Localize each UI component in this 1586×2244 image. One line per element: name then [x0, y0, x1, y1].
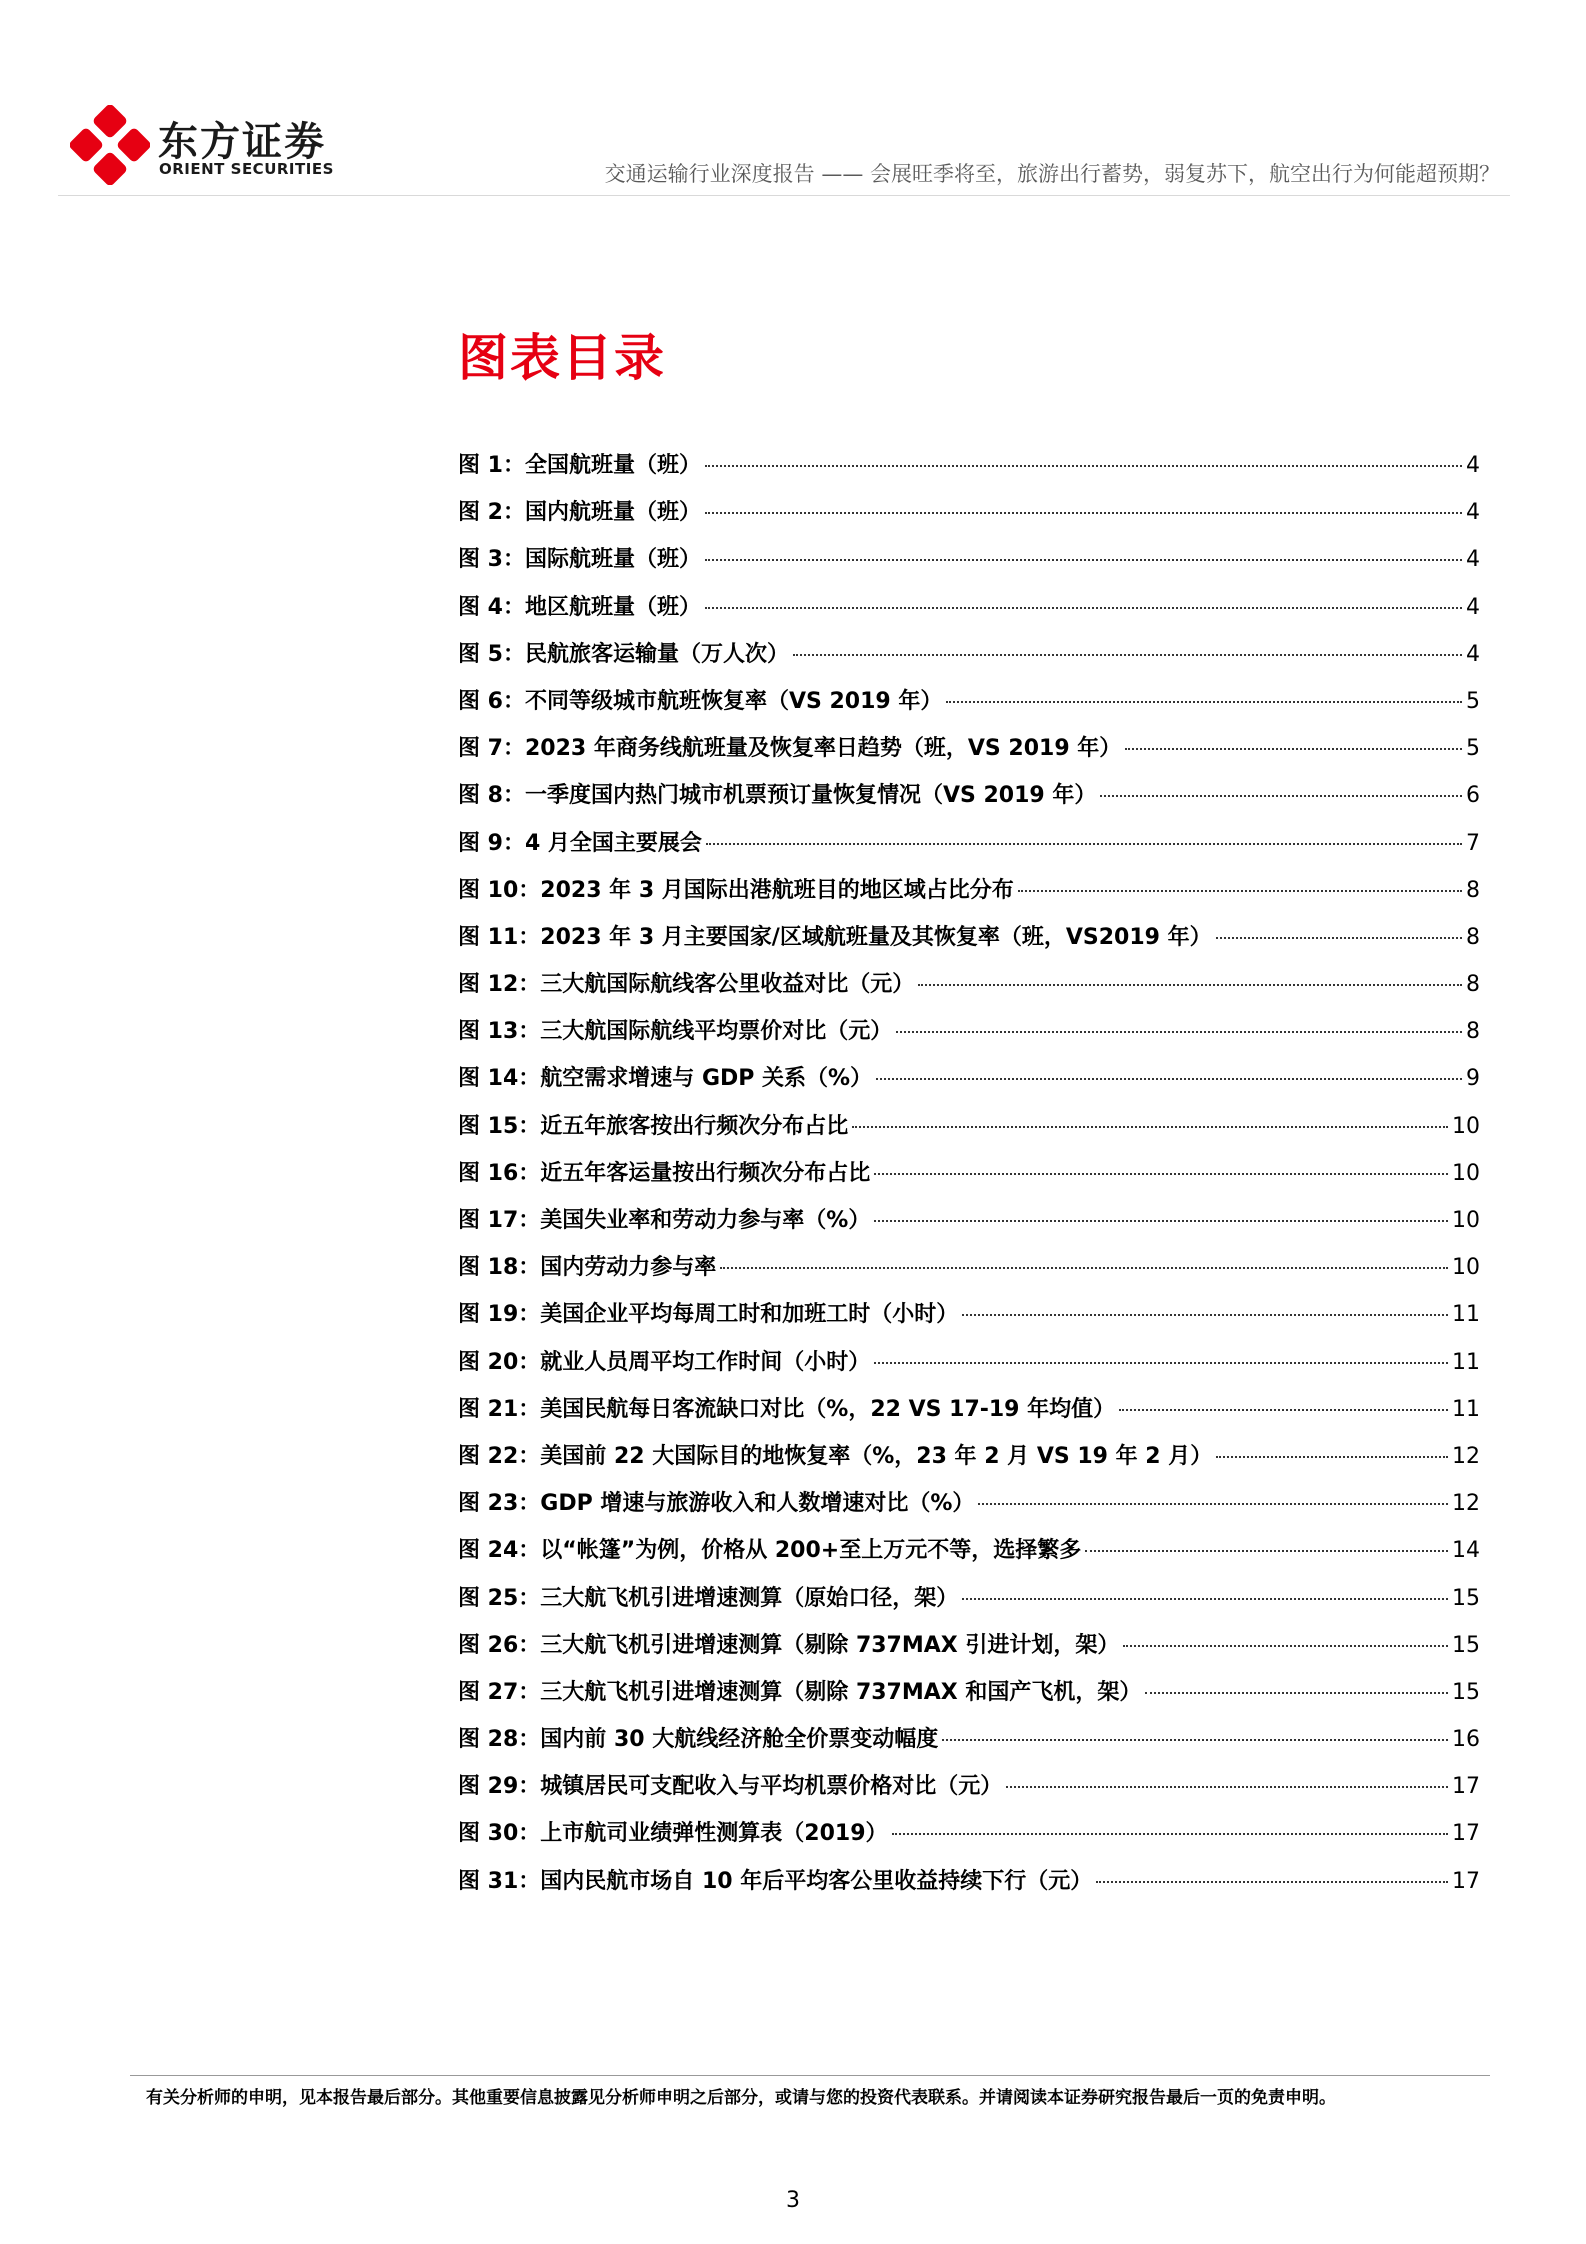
- toc-entry-label: [458, 1203, 870, 1234]
- toc-entry-label: [458, 542, 701, 573]
- toc-entry[interactable]: [458, 1533, 1480, 1580]
- toc-dot-leader: [962, 1314, 1448, 1316]
- toc-entry-page: 16: [1452, 1727, 1480, 1753]
- toc-entry-number: 图 11：: [458, 924, 541, 950]
- toc-entry-title: 国内劳动力参与率: [540, 1255, 717, 1281]
- toc-entry-page: 8: [1466, 924, 1480, 950]
- toc-entry[interactable]: [458, 637, 1480, 684]
- toc-entry[interactable]: [458, 1109, 1480, 1156]
- toc-entry[interactable]: [458, 1250, 1480, 1297]
- toc-entry-title: 三大航国际航线平均票价对比（元）: [540, 1019, 893, 1045]
- toc-entry-title: 航空需求增速与 GDP 关系（%）: [540, 1066, 873, 1092]
- toc-entry-label: [458, 967, 914, 998]
- toc-entry-number: 图 13：: [458, 1019, 541, 1045]
- toc-entry[interactable]: [458, 448, 1480, 495]
- toc-dot-leader: [1119, 1409, 1448, 1411]
- toc-dot-leader: [1125, 748, 1462, 750]
- toc-entry-label: [458, 1628, 1119, 1659]
- toc-entry[interactable]: [458, 1628, 1480, 1675]
- toc-entry-title: 城镇居民可支配收入与平均机票价格对比（元）: [540, 1774, 1003, 1800]
- toc-entry[interactable]: [458, 1769, 1480, 1816]
- toc-entry-page: 10: [1452, 1255, 1480, 1281]
- toc-entry-label: [458, 448, 701, 479]
- toc-entry-page: 8: [1466, 877, 1480, 903]
- toc-entry-label: [458, 1722, 938, 1753]
- toc-entry[interactable]: [458, 1864, 1480, 1911]
- toc-entry-page: 11: [1452, 1302, 1480, 1328]
- toc-entry-title: 就业人员周平均工作时间（小时）: [540, 1349, 871, 1375]
- toc-heading: 图表目录: [458, 329, 666, 387]
- toc-entry-page: 11: [1452, 1349, 1480, 1375]
- toc-dot-leader: [876, 1078, 1462, 1080]
- toc-entry-page: 17: [1452, 1868, 1480, 1894]
- toc-entry-number: 图 28：: [458, 1727, 541, 1753]
- toc-dot-leader: [896, 1031, 1462, 1033]
- toc-entry-page: 10: [1452, 1208, 1480, 1233]
- toc-entry-title: 三大航飞机引进增速测算（原始口径，架）: [540, 1585, 959, 1611]
- toc-entry-label: [458, 1769, 1002, 1800]
- toc-list: [458, 448, 1480, 1911]
- toc-entry-label: [458, 590, 701, 621]
- toc-entry-label: [458, 778, 1096, 809]
- toc-entry-number: 图 15：: [458, 1113, 541, 1139]
- toc-entry[interactable]: [458, 1581, 1480, 1628]
- toc-entry-title: 国内航班量（班）: [524, 500, 701, 526]
- toc-entry[interactable]: [458, 1439, 1480, 1486]
- toc-dot-leader: [1145, 1692, 1448, 1694]
- toc-entry-title: 4 月全国主要展会: [524, 830, 702, 856]
- toc-entry-title: 美国民航每日客流缺口对比（%，22 VS 17-19 年均值）: [540, 1396, 1116, 1422]
- toc-entry[interactable]: [458, 920, 1480, 967]
- toc-entry-title: 三大航国际航线客公里收益对比（元）: [540, 972, 915, 998]
- toc-entry-number: 图 19：: [458, 1302, 541, 1328]
- toc-entry-page: 12: [1452, 1443, 1480, 1469]
- toc-entry-label: [458, 1439, 1212, 1470]
- toc-entry-page: 9: [1466, 1066, 1480, 1092]
- toc-entry-label: [458, 1392, 1115, 1423]
- toc-entry-label: [458, 1581, 958, 1612]
- toc-entry-number: 图 1：: [458, 453, 525, 478]
- toc-entry-number: 图 22：: [458, 1443, 541, 1469]
- toc-entry-title: 美国前 22 大国际目的地恢复率（%，23 年 2 月 VS 19 年 2 月）: [540, 1443, 1213, 1469]
- toc-entry-page: 15: [1452, 1632, 1480, 1658]
- brand-name-en: ORIENT SECURITIES: [159, 160, 334, 178]
- orient-securities-logo-icon: [70, 105, 150, 185]
- brand-name-cn: 东方证劵: [158, 119, 326, 165]
- page-number: 3: [786, 2188, 800, 2213]
- toc-entry[interactable]: [458, 542, 1480, 589]
- toc-entry-page: 10: [1452, 1113, 1480, 1139]
- toc-dot-leader: [706, 843, 1462, 845]
- toc-entry-title: 地区航班量（班）: [524, 594, 701, 620]
- toc-dot-leader: [892, 1833, 1448, 1835]
- toc-entry[interactable]: [458, 1297, 1480, 1344]
- toc-entry-number: 图 23：: [458, 1491, 541, 1517]
- toc-entry-label: [458, 1109, 848, 1140]
- toc-entry-label: [458, 731, 1121, 762]
- toc-entry-number: 图 14：: [458, 1066, 541, 1092]
- toc-entry-page: 10: [1452, 1160, 1480, 1186]
- toc-entry[interactable]: [458, 590, 1480, 637]
- toc-dot-leader: [1216, 937, 1462, 939]
- toc-entry-title: 一季度国内热门城市机票预订量恢复情况（VS 2019 年）: [524, 783, 1097, 809]
- toc-entry-number: 图 10：: [458, 877, 541, 903]
- toc-dot-leader: [852, 1126, 1448, 1128]
- toc-entry-page: 14: [1452, 1538, 1480, 1564]
- toc-entry-label: [458, 920, 1212, 951]
- toc-entry-number: 图 31：: [458, 1868, 541, 1894]
- toc-entry-label: [458, 684, 942, 715]
- toc-entry-label: [458, 1816, 888, 1847]
- toc-entry-label: [458, 1156, 870, 1187]
- toc-entry-number: 图 24：: [458, 1538, 541, 1564]
- toc-dot-leader: [1216, 1456, 1448, 1458]
- toc-dot-leader: [962, 1598, 1448, 1600]
- toc-entry-page: 4: [1466, 594, 1480, 620]
- page-header: [0, 0, 1586, 200]
- toc-entry-page: 15: [1452, 1679, 1480, 1705]
- toc-entry-title: 上市航司业绩弹性测算表（2019）: [540, 1821, 888, 1847]
- toc-dot-leader: [1100, 795, 1462, 797]
- toc-entry-page: 8: [1466, 972, 1480, 998]
- toc-dot-leader: [1085, 1550, 1448, 1552]
- toc-entry-title: 不同等级城市航班恢复率（VS 2019 年）: [524, 688, 943, 714]
- toc-entry-label: [458, 637, 789, 668]
- toc-dot-leader: [874, 1173, 1448, 1175]
- toc-entry-title: 民航旅客运输量（万人次）: [524, 641, 789, 667]
- toc-entry[interactable]: [458, 778, 1480, 825]
- toc-entry-number: 图 26：: [458, 1632, 541, 1658]
- toc-entry[interactable]: [458, 1345, 1480, 1392]
- toc-entry-title: 三大航飞机引进增速测算（剔除 737MAX 引进计划，架）: [540, 1632, 1120, 1658]
- toc-entry-title: 2023 年 3 月主要国家/区域航班量及其恢复率（班，VS2019 年）: [540, 924, 1212, 950]
- toc-entry-page: 8: [1466, 1019, 1480, 1045]
- toc-entry-label: [458, 1297, 958, 1328]
- toc-dot-leader: [942, 1739, 1448, 1741]
- toc-entry-page: 12: [1452, 1491, 1480, 1517]
- toc-dot-leader: [1123, 1645, 1448, 1647]
- toc-entry-number: 图 9：: [458, 830, 525, 856]
- toc-entry-page: 4: [1466, 453, 1480, 478]
- footer-divider: [130, 2075, 1490, 2076]
- toc-dot-leader: [705, 607, 1462, 609]
- toc-entry-title: 国内民航市场自 10 年后平均客公里收益持续下行（元）: [540, 1868, 1093, 1894]
- toc-entry-number: 图 20：: [458, 1349, 541, 1375]
- toc-entry-label: [458, 1864, 1092, 1895]
- toc-entry-page: 15: [1452, 1585, 1480, 1611]
- toc-dot-leader: [874, 1362, 1448, 1364]
- toc-dot-leader: [978, 1503, 1448, 1505]
- toc-entry-page: 5: [1466, 736, 1480, 762]
- disclaimer: 有关分析师的申明，见本报告最后部分。其他重要信息披露见分析师申明之后部分，或请与您的投资代表联系。并请阅读本证券研究报告最后一页的免责申明。: [146, 2088, 1336, 2108]
- toc-dot-leader: [720, 1267, 1448, 1269]
- toc-entry-page: 4: [1466, 641, 1480, 667]
- toc-entry-number: 图 18：: [458, 1255, 541, 1281]
- toc-entry[interactable]: [458, 495, 1480, 542]
- toc-entry[interactable]: [458, 1061, 1480, 1108]
- toc-entry-title: 美国企业平均每周工时和加班工时（小时）: [540, 1302, 959, 1328]
- toc-entry[interactable]: [458, 1156, 1480, 1203]
- toc-dot-leader: [705, 559, 1462, 561]
- toc-entry-title: 2023 年商务线航班量及恢复率日趋势（班，VS 2019 年）: [524, 736, 1122, 762]
- toc-entry-page: 6: [1466, 783, 1480, 809]
- toc-entry-page: 7: [1466, 830, 1480, 856]
- toc-entry-page: 4: [1466, 500, 1480, 526]
- toc-entry-label: [458, 1250, 716, 1281]
- toc-entry-title: 国内前 30 大航线经济舱全价票变动幅度: [540, 1727, 939, 1753]
- toc-entry-label: [458, 1675, 1141, 1706]
- toc-entry[interactable]: [458, 1675, 1480, 1722]
- toc-entry-title: 以“帐篷”为例，价格从 200+至上万元不等，选择繁多: [540, 1538, 1082, 1564]
- toc-entry[interactable]: [458, 1392, 1480, 1439]
- toc-entry-number: 图 12：: [458, 972, 541, 998]
- toc-entry-number: 图 17：: [458, 1208, 541, 1233]
- toc-entry-number: 图 4：: [458, 594, 525, 620]
- toc-entry-number: 图 2：: [458, 500, 525, 526]
- toc-entry-label: [458, 1486, 974, 1517]
- toc-entry-title: 近五年客运量按出行频次分布占比: [540, 1160, 871, 1186]
- toc-entry-number: 图 5：: [458, 641, 525, 667]
- toc-entry-label: [458, 1014, 892, 1045]
- toc-dot-leader: [793, 654, 1462, 656]
- toc-entry[interactable]: [458, 1014, 1480, 1061]
- toc-entry[interactable]: [458, 1722, 1480, 1769]
- toc-entry-number: 图 7：: [458, 736, 525, 762]
- toc-entry[interactable]: [458, 1486, 1480, 1533]
- toc-entry-title: 近五年旅客按出行频次分布占比: [540, 1113, 849, 1139]
- toc-entry[interactable]: [458, 1816, 1480, 1863]
- header-divider: [58, 195, 1510, 196]
- toc-entry-number: 图 25：: [458, 1585, 541, 1611]
- toc-dot-leader: [1018, 890, 1462, 892]
- toc-entry-number: 图 30：: [458, 1821, 541, 1847]
- toc-dot-leader: [874, 1220, 1448, 1222]
- toc-entry[interactable]: [458, 873, 1480, 920]
- toc-entry-page: 11: [1452, 1396, 1480, 1422]
- toc-entry-page: 17: [1452, 1821, 1480, 1847]
- toc-dot-leader: [918, 984, 1462, 986]
- toc-entry-title: 全国航班量（班）: [524, 453, 701, 478]
- toc-entry-number: 图 3：: [458, 547, 525, 573]
- report-title: 交通运输行业深度报告 —— 会展旺季将至，旅游出行蓄势，弱复苏下，航空出行为何能超预期？: [604, 162, 1500, 186]
- toc-entry-page: 4: [1466, 547, 1480, 573]
- toc-entry-number: 图 21：: [458, 1396, 541, 1422]
- toc-entry-label: [458, 495, 701, 526]
- toc-entry[interactable]: [458, 684, 1480, 731]
- toc-entry-label: [458, 873, 1014, 904]
- toc-entry-page: 17: [1452, 1774, 1480, 1800]
- toc-dot-leader: [1096, 1881, 1448, 1883]
- toc-dot-leader: [705, 465, 1462, 467]
- toc-entry[interactable]: [458, 967, 1480, 1014]
- toc-entry-title: 三大航飞机引进增速测算（剔除 737MAX 和国产飞机，架）: [540, 1679, 1142, 1705]
- toc-entry[interactable]: [458, 731, 1480, 778]
- toc-entry-label: [458, 1345, 870, 1376]
- toc-entry-number: 图 29：: [458, 1774, 541, 1800]
- toc-dot-leader: [705, 512, 1462, 514]
- toc-entry-label: [458, 826, 702, 857]
- toc-entry-title: 美国失业率和劳动力参与率（%）: [540, 1208, 871, 1233]
- toc-entry-title: 2023 年 3 月国际出港航班目的地区域占比分布: [540, 877, 1014, 903]
- toc-entry[interactable]: [458, 1203, 1480, 1250]
- toc-dot-leader: [946, 701, 1462, 703]
- toc-entry-label: [458, 1533, 1081, 1564]
- toc-entry-label: [458, 1061, 872, 1092]
- toc-entry[interactable]: [458, 826, 1480, 873]
- toc-entry-number: 图 16：: [458, 1160, 541, 1186]
- toc-entry-title: 国际航班量（班）: [524, 547, 701, 573]
- toc-entry-page: 5: [1466, 688, 1480, 714]
- toc-entry-number: 图 8：: [458, 783, 525, 809]
- toc-entry-title: GDP 增速与旅游收入和人数增速对比（%）: [540, 1491, 975, 1517]
- toc-entry-number: 图 27：: [458, 1679, 541, 1705]
- toc-dot-leader: [1006, 1786, 1448, 1788]
- toc-entry-number: 图 6：: [458, 688, 525, 714]
